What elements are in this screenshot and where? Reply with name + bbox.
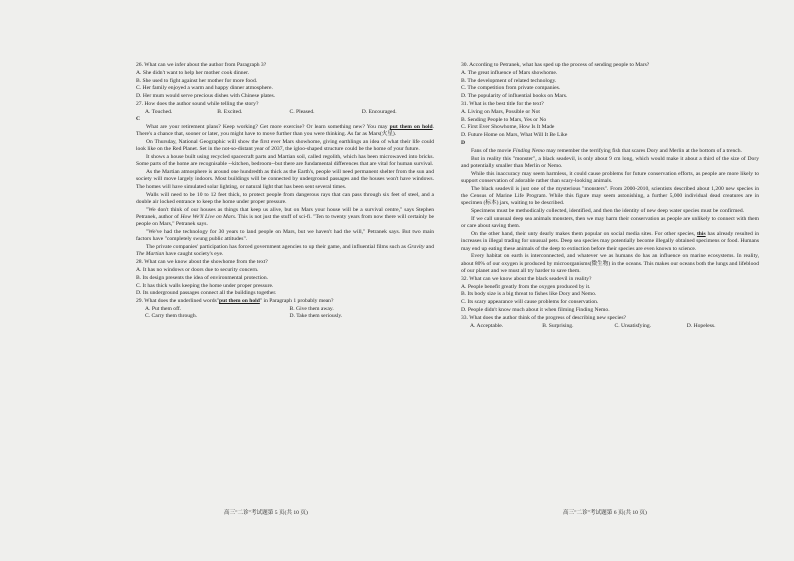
- q33-option-b: B. Surprising.: [542, 322, 574, 329]
- question-30: 30. According to Petranek, what has sped up the process of sending people to Mars?: [461, 62, 650, 68]
- q31-option-c: C. First Ever Showhome, How Is It Made: [461, 124, 555, 131]
- question-27: 27. How does the author sound while telling the story?: [136, 100, 259, 107]
- passage-c-paragraph-4: As the Martian atmosphere is around one hundredth as thick as the Earth's, people will need permanent shelter from the sun and society will move largely indoors. Most buildings will be connected by underground passages and the houses won't have windows. The homes will have simulated solar lighting, or natural light that has been sent several times.: [136, 169, 434, 190]
- passage-d-paragraph-7: On the other hand, their unty dearly makes them popular on social media sites. For other species, this has already resulted in increases in illegal trading for unusual pets. Deep sea species may potentially become illegally obtained specimens or food. Humans may end up eating these animals of the deep to extinction before their species are even known to science.: [461, 231, 759, 252]
- q31-option-b: B. Sending People to Mars, Yes or No: [461, 116, 547, 123]
- q33-option-d: D. Hopeless.: [686, 322, 716, 329]
- q27-option-c: C. Pleased.: [289, 108, 315, 115]
- q26-option-d: D. Her mum would serve precious dishes with Chinese plates.: [136, 93, 276, 100]
- q26-option-b: B. She used to fight against her mother for more food.: [136, 77, 258, 84]
- q30-option-b: B. The development of related technology.: [461, 77, 557, 84]
- passage-c-paragraph-7: "We've had the technology for 30 years to land people on Mars, but we haven't had the will," Petranek says. But two main factors have "completely swung public attitudes".: [136, 229, 434, 243]
- left-column: [136, 62, 434, 321]
- q33-option-c: C. Unsatisfying.: [614, 322, 652, 329]
- passage-c-paragraph-2: On Thursday, National Geographic will show the first ever Mars showhome, giving earthlings an idea of what their life could look like on the Red Planet. Set in the not-so-distant year of 2037, the igloo-shaped structure could be the home of your future.: [136, 138, 434, 153]
- q32-option-c: C. Its scary appearance will cause problems for conservation.: [461, 299, 599, 306]
- passage-c-paragraph-3: It shows a house built using recycled spacecraft parts and Martian soil, called regolith, which has been microwaved into bricks. Some parts of the home are recognisable --kitchen, bedroom--but there are fundamental differences that are vital for human survival.: [136, 154, 434, 168]
- page-footer-right: 高三"二诊"考试题第 6 页(共 10 页): [563, 510, 647, 516]
- q33-option-a: A. Acceptable.: [470, 322, 504, 329]
- passage-d-paragraph-3: While this inaccuracy may seem harmless, it could cause problems for future conservation efforts, as people are more likely to support conservation of adorable rather than scary-looking animals.: [461, 170, 759, 184]
- q32-option-b: B. Its body size is a big threat to fishes like Dory and Nemo.: [461, 291, 597, 298]
- q29-option-d: D. Take them seriously.: [289, 313, 343, 320]
- q27-option-d: D. Encouraged.: [361, 108, 397, 115]
- question-33: 33. What does the author think of the progress of describing new species?: [461, 314, 627, 321]
- passage-c-paragraph-6: "We don't think of our houses as things that keep us alive, but on Mars your house will be a survival centre," says Stephen Petranek, author of How We'll Live on Mars. This is not just the stuff of sci-fi. "Ten to twenty years from now there will certainly be people on Mars," Petranek says.: [136, 206, 434, 228]
- passage-d-paragraph-4: The black seadevil is just one of the mysterious "monsters". From 2000-2010, scientists described about 1,200 new species in the Census of Marine Life Program. While this figure may seem astonishing, a further 5,000 individual dead creatures are in specimen (标本) jars, waiting to be described.: [461, 185, 759, 207]
- passage-d-paragraph-8: Every habitat on earth is interconnected, and whatever we as humans do has an influence on marine ecosystems. In reality, about 80% of our oxygen is produced by microorganisms(微生物) in the oceans. This makes our oceans both the lungs and lifeblood of our planet and we must all try harder to save them.: [461, 253, 759, 275]
- passage-d-paragraph-2: But in reality this "monster", a black seadevil, is only about 9 cm long, which would make it about a third of the size of Dory and potentially smaller than Merlin or Nemo.: [461, 155, 759, 169]
- q28-option-a: A. It has no windows or doors due to security concern.: [136, 267, 259, 274]
- q26-option-a: A. She didn't want to help her mother cook dinner.: [136, 69, 250, 76]
- q31-option-d: D. Future Home on Mars, What Will It Be Like: [461, 132, 568, 139]
- question-31: 31. What is the best title for the text?: [461, 100, 544, 107]
- q27-option-a: A. Touched.: [145, 108, 173, 115]
- q27-option-b: B. Excited.: [217, 108, 243, 115]
- right-column: [461, 62, 759, 330]
- page-footer-left: 高三"二诊"考试题第 5 页(共 10 页): [224, 510, 308, 516]
- question-32: 32. What can we know about the black seadevil in reality?: [461, 275, 592, 282]
- passage-d-paragraph-1: Fans of the movie Finding Nemo may remember the terrifying fish that scares Dory and Merlin at the bottom of a trench.: [471, 147, 742, 154]
- q30-option-c: C. The competition from private companies.: [461, 85, 561, 92]
- q29-option-b: B. Give them away.: [289, 306, 334, 312]
- q29-option-c: C. Carry them through.: [145, 313, 198, 320]
- passage-d-paragraph-5: Specimens must be methodically collected, identified, and then the identity of new deep water species must be confirmed.: [471, 208, 745, 215]
- q29-option-a: A. Put them off.: [145, 306, 182, 312]
- q30-option-a: A. The great influence of Mars showhome.: [461, 69, 558, 76]
- passage-c-paragraph-8: The private companies' participation has forced government agencies to up their game, and influential films such as Gravity and The Martian have caught society's eye.: [136, 244, 434, 258]
- q30-option-d: D. The popularity of influential books on Mars.: [461, 93, 568, 100]
- passage-d-paragraph-6: If we call unusual deep sea animals monsters, then we may harm their conservation as people are unlikely to connect with them or care about saving them.: [461, 215, 759, 230]
- q32-option-a: A. People benefit greatly from the oxygen produced by it.: [461, 283, 591, 290]
- question-28: 28. What can we know about the showhome from the text?: [136, 259, 268, 266]
- passage-c-paragraph-5: Walls will need to be 10 to 12 feet thick, to protect people from dangerous rays that can pass through six feet of steel, and a double air locked entrance to keep the home under proper pressure.: [136, 191, 434, 205]
- q29-options: [145, 306, 434, 321]
- q28-option-b: B. Its design presents the idea of environmental protection.: [136, 274, 269, 281]
- q32-option-d: D. People didn't know much about it when filming Finding Nemo.: [461, 307, 610, 313]
- section-d-heading: D: [461, 139, 466, 146]
- q31-option-a: A. Living on Mars, Possible or Not: [461, 108, 540, 115]
- section-c-heading: C: [136, 116, 141, 123]
- q28-option-d: D. Its underground passages connect all the buildings together.: [136, 290, 277, 297]
- passage-c-paragraph-1: What are your retirement plans? Keep working? Get more exercise? Or learn something new? You may put them on hold. There's a chance that, sooner or later, you might have to move further than you were thinking. As far as Mars(火星).: [136, 123, 434, 138]
- question-29: 29. What does the underlined words"put them on hold" in Paragraph 1 probably mean?: [136, 298, 334, 305]
- q28-option-c: C. It has thick walls keeping the home under proper pressure.: [136, 282, 274, 289]
- q26-option-c: C. Her family enjoyed a warm and happy dinner atmosphere.: [136, 85, 273, 92]
- q27-options: [145, 109, 434, 116]
- q33-options: [470, 323, 759, 330]
- question-26: 26. What can we infer about the author from Paragraph 3?: [136, 62, 267, 68]
